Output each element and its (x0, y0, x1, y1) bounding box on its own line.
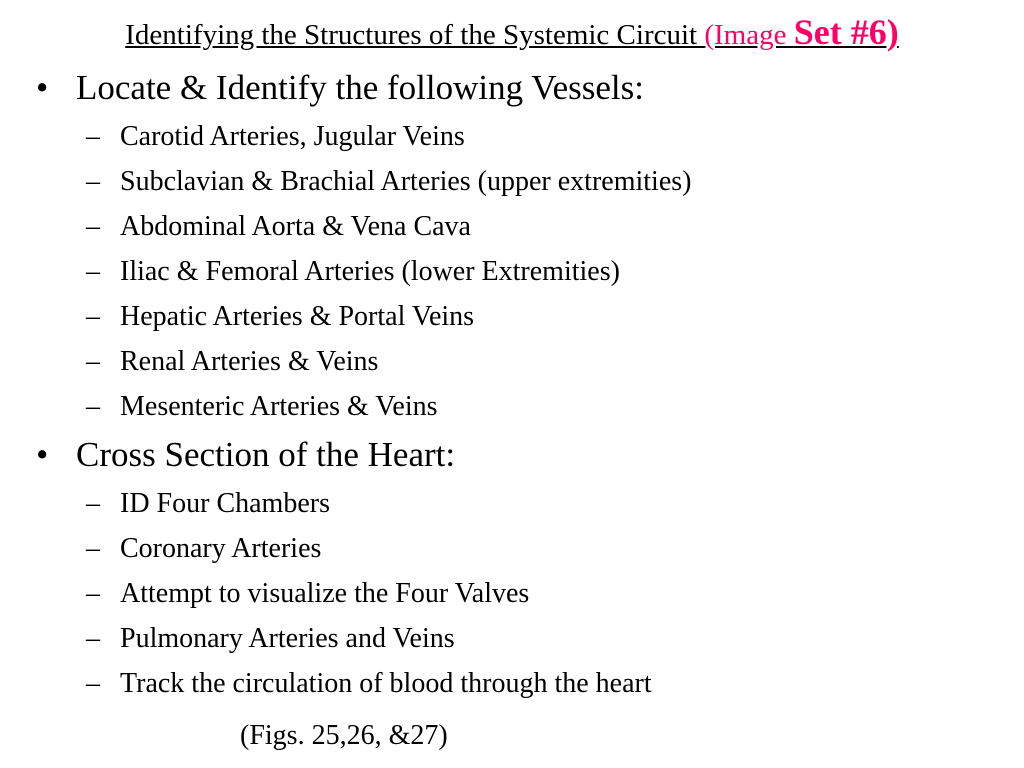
list-item-text: Iliac & Femoral Arteries (lower Extremities) (120, 256, 620, 287)
list-item (36, 526, 1006, 571)
dash-marker: – (86, 623, 100, 654)
title-set-number: Set #6) (793, 12, 899, 52)
list-item (36, 384, 1006, 429)
list-item-text: Renal Arteries & Veins (120, 346, 379, 377)
list-item-text: Carotid Arteries, Jugular Veins (120, 121, 465, 152)
bullet-list (36, 62, 1006, 706)
dash-marker: – (86, 166, 100, 197)
dash-marker: – (86, 256, 100, 287)
dash-marker: – (86, 391, 100, 422)
list-item-text: Hepatic Arteries & Portal Veins (120, 301, 475, 332)
list-item (36, 571, 1006, 616)
title-underlined-text (125, 12, 899, 52)
list-item-text: Abdominal Aorta & Vena Cava (120, 211, 471, 242)
sub-list-container (36, 114, 1006, 429)
list-item-text: Attempt to visualize the Four Valves (120, 578, 530, 609)
dash-marker: – (86, 668, 100, 699)
dash-marker: – (86, 533, 100, 564)
list-item-text: Subclavian & Brachial Arteries (upper extremities) (120, 166, 692, 197)
bullet-marker: • (36, 435, 49, 474)
section-heart (36, 429, 1006, 481)
list-item (36, 249, 1006, 294)
dash-marker: – (86, 578, 100, 609)
section-heading: Locate & Identify the following Vessels: (76, 68, 644, 107)
list-item (36, 114, 1006, 159)
section-vessels (36, 62, 1006, 114)
list-item-text: Mesenteric Arteries & Veins (120, 391, 438, 422)
dash-marker: – (86, 121, 100, 152)
dash-marker: – (86, 211, 100, 242)
figures-note: (Figs. 25,26, &27) (240, 720, 448, 751)
title-main: Identifying the Structures of the Systemic Circuit (125, 19, 705, 51)
list-item (36, 204, 1006, 249)
sub-list-container (36, 481, 1006, 706)
dash-marker: – (86, 301, 100, 332)
list-item-text: Coronary Arteries (120, 533, 322, 564)
dash-marker: – (86, 488, 100, 519)
heart-sub-list (36, 481, 1006, 706)
list-item (36, 616, 1006, 661)
bullet-marker: • (36, 68, 49, 107)
list-item-text: Track the circulation of blood through the heart (120, 668, 652, 699)
section-heading: Cross Section of the Heart: (76, 435, 456, 474)
vessels-sub-list (36, 114, 1006, 429)
list-item (36, 294, 1006, 339)
list-item-text: Pulmonary Arteries and Veins (120, 623, 455, 654)
list-item (36, 661, 1006, 706)
list-item (36, 339, 1006, 384)
title-image-label: (Image (704, 19, 794, 51)
slide-title (0, 10, 1024, 57)
list-item (36, 159, 1006, 204)
list-item (36, 481, 1006, 526)
dash-marker: – (86, 346, 100, 377)
list-item-text: ID Four Chambers (120, 488, 330, 519)
